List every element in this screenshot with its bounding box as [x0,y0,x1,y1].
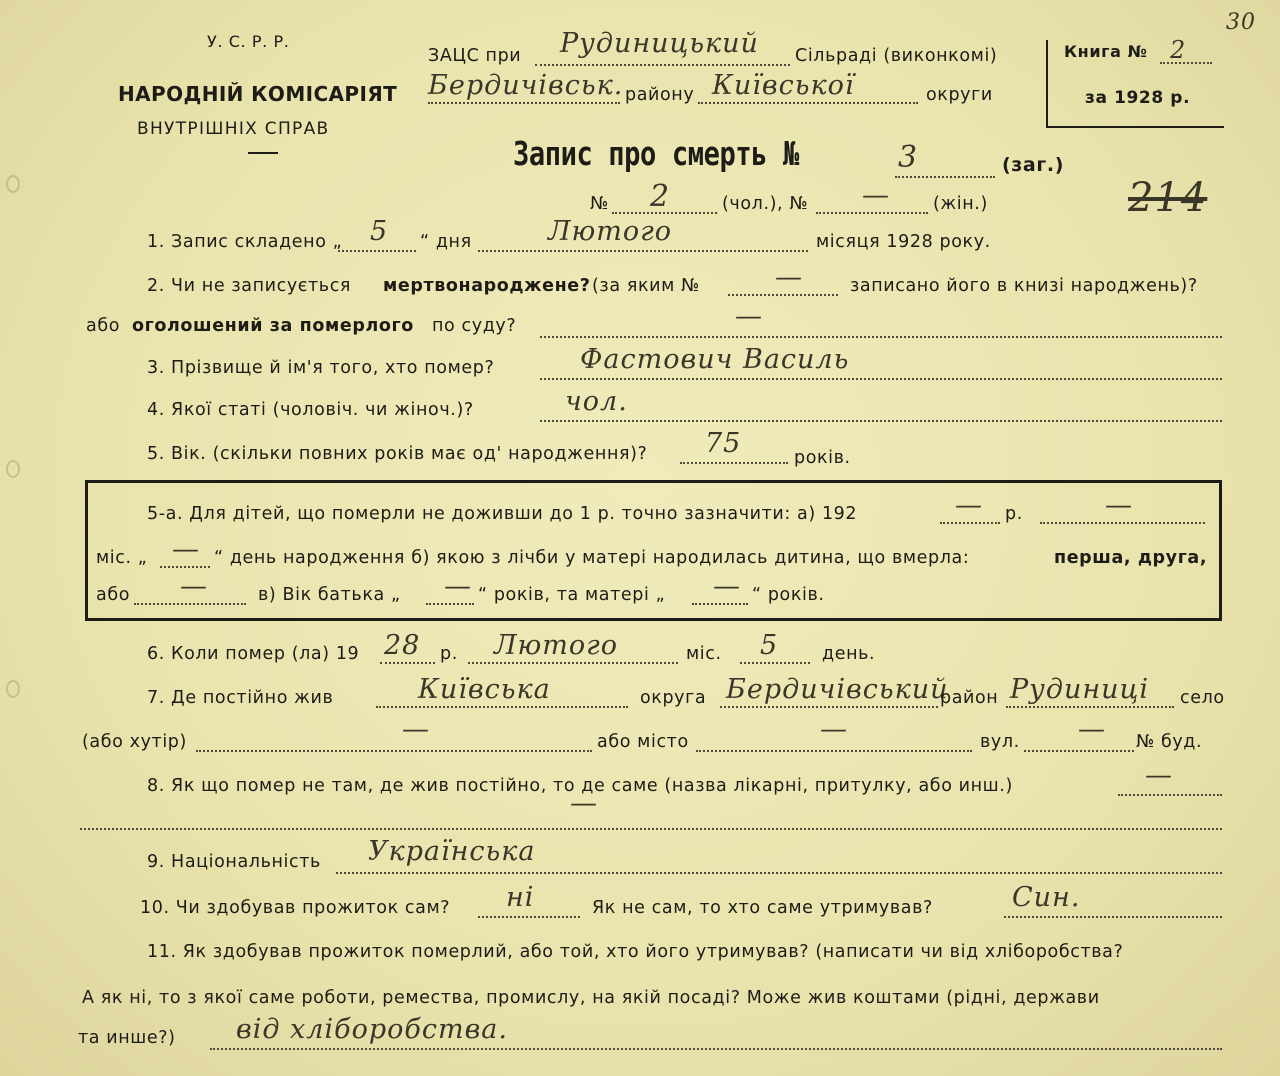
q11-value: від хліборобства. [236,1014,508,1045]
q7-value1: — [402,714,430,745]
q7-value2: — [820,714,848,745]
dotted-line [535,64,790,66]
q7-label-h: № буд. [1136,732,1203,752]
q8-value2: — [570,788,598,819]
punch-hole [6,175,20,193]
district-label: району [625,85,695,105]
q2-label-d: або [86,316,121,336]
q5a-line2-a: міс. „ [96,548,148,568]
dotted-line [728,294,838,296]
q5a-line3-value: — [180,571,208,602]
q7-label-g: вул. [980,732,1020,752]
q7-label-e: (або хутір) [82,732,187,752]
q5a-line2-b: “ день народження б) якою з лічби у матері народилась дитина, що вмерла: [214,548,970,568]
dotted-line [210,1048,1222,1050]
dotted-line [1040,522,1205,524]
q6-label-b: р. [440,644,458,664]
q2-label-bold: мертвонароджене? [383,276,591,296]
total-label: (заг.) [1002,154,1064,176]
dotted-line [134,603,246,605]
dotted-line [160,566,210,568]
female-label: (жін.) [933,194,988,214]
dotted-line [80,828,1222,830]
q1-label-b: “ дня [420,232,472,252]
dotted-line [895,176,995,178]
q5-label: 5. Вік. (скільки повних років має од' народження)? [147,444,648,464]
okruha-label: округи [926,85,993,105]
zags-pre-label: ЗАЦС при [428,46,522,66]
dotted-line [376,706,628,708]
dotted-line [1004,916,1222,918]
corner-number-value: 214 [1128,175,1208,221]
q1-month-value: Лютого [548,216,673,247]
dotted-line [540,336,1222,338]
q10-label-b: Як не сам, то хто саме утримував? [592,898,933,918]
dotted-line [380,662,435,664]
q5a-line3-b: в) Вік батька „ [258,585,401,605]
dotted-line [336,872,1222,874]
q3-value: Фастович Василь [580,344,850,375]
internal-affairs-label: ВНУТРІШНІХ СПРАВ [137,119,330,139]
q5-value: 75 [705,428,742,459]
book-number-value: 2 [1170,36,1187,64]
q6-label-c: міс. [686,644,722,664]
q1-day-value: 5 [370,216,389,247]
dotted-line [698,102,918,104]
record-title: Запис про смерть № [513,134,799,173]
q10-value: ні [506,882,535,913]
q7-label-b: округа [640,688,707,708]
q5a-line1-value: — [955,490,983,521]
q7-label-f: або місто [597,732,689,752]
q2-label-c: записано його в книзі народжень)? [850,276,1198,296]
dotted-line [940,522,1000,524]
zags-post-label: Сільраді (виконкомі) [795,46,998,66]
header-dash [248,152,278,154]
female-number-value: — [862,180,890,211]
q2-value: — [775,262,803,293]
q5-unit: років. [794,448,851,468]
dotted-line [428,102,620,104]
q7-raion-value: Бердичівський [726,674,949,705]
dotted-line [468,662,678,664]
q3-label: 3. Прізвище й ім'я того, хто помер? [147,358,495,378]
dotted-line [478,916,580,918]
book-year-label: за 1928 р. [1085,88,1191,108]
q2-label-bold2: оголошений за померлого [132,316,414,336]
q5a-line3-value2: — [444,571,472,602]
q6-label-d: день. [822,644,876,664]
dotted-line [1118,794,1222,796]
q10-value2: Син. [1012,882,1081,913]
q7-okruha-value: Київська [418,674,551,705]
q7-label-c: район [940,688,999,708]
q6-month-value: Лютого [494,630,619,661]
punch-hole [6,460,20,478]
q11-line2: А як ні, то з якої саме роботи, ремества, промислу, на якій посаді? Може жив коштами (рідні, держави [82,988,1100,1008]
dotted-line [1024,750,1134,752]
book-extra-value: 30 [1226,10,1256,35]
dotted-line [696,750,972,752]
dotted-line [692,603,748,605]
district-value: Бердичівськ. [428,70,624,101]
punch-hole [6,680,20,698]
q2-label-b: (за яким № [592,276,700,296]
commissariat-label: НАРОДНІЙ КОМІСАРІЯТ [118,82,398,106]
dotted-line [478,250,808,252]
q2-label-a: 2. Чи не записується [147,276,352,296]
dotted-line [540,420,1222,422]
no-label: № [590,194,609,214]
q2-value2: — [735,301,763,332]
q1-label-a: 1. Запис складено „ [147,232,343,252]
q6-day-value: 5 [760,630,779,661]
q10-label-a: 10. Чи здобував прожиток сам? [140,898,451,918]
dotted-line [196,750,592,752]
village-council-value: Рудиницький [560,28,759,59]
q11-line3: та инше?) [78,1028,176,1048]
book-label: Книга № [1064,42,1148,61]
male-label: (чол.), № [722,194,809,214]
q5a-line3-d: “ років. [752,585,825,605]
male-number-value: 2 [650,179,671,214]
dotted-line [720,706,938,708]
dotted-line [816,212,928,214]
q8-label: 8. Як що помер не там, де жив постійно, то де саме (назва лікарні, притулку, або инш.) [147,776,1013,796]
q7-label-d: село [1180,688,1225,708]
dotted-line [338,250,416,252]
q5a-line3-value3: — [713,571,741,602]
dotted-line [1006,706,1174,708]
q5a-line2-value: — [172,534,200,565]
q4-label: 4. Якої статі (чоловіч. чи жіноч.)? [147,400,474,420]
dotted-line [1160,62,1212,64]
q2-label-e: по суду? [432,316,517,336]
q1-label-c: місяця 1928 року. [816,232,991,252]
q5a-line1: 5-а. Для дітей, що померли не доживши до 1 р. точно зазначити: а) 192 [147,504,858,524]
q8-value: — [1145,760,1173,791]
q7-value3: — [1078,714,1106,745]
q5a-line2-bold: перша, друга, [1054,548,1208,568]
q9-value: Українська [368,836,536,867]
q11-line1: 11. Як здобував прожиток померлий, або той, хто його утримував? (написати чи від хліборобства? [147,942,1124,962]
dotted-line [540,378,1222,380]
q5a-line3-c: “ років, та матері „ [478,585,666,605]
q5a-line3-a: або [96,585,131,605]
dotted-line [680,462,788,464]
dotted-line [426,603,474,605]
q9-label: 9. Національність [147,852,321,872]
q5a-line1-value2: — [1105,490,1133,521]
q6-label-a: 6. Коли помер (ла) 19 [147,644,360,664]
q7-village-value: Рудиниці [1010,674,1149,705]
dotted-line [740,662,810,664]
okruha-value: Київської [712,70,855,101]
q5a-line1-b: р. [1005,504,1023,524]
q7-label-a: 7. Де постійно жив [147,688,334,708]
q4-value: чол. [565,386,628,417]
record-number-value: 3 [898,140,919,175]
ussr-label: У. С. Р. Р. [207,32,290,51]
q6-year-value: 28 [384,630,421,661]
